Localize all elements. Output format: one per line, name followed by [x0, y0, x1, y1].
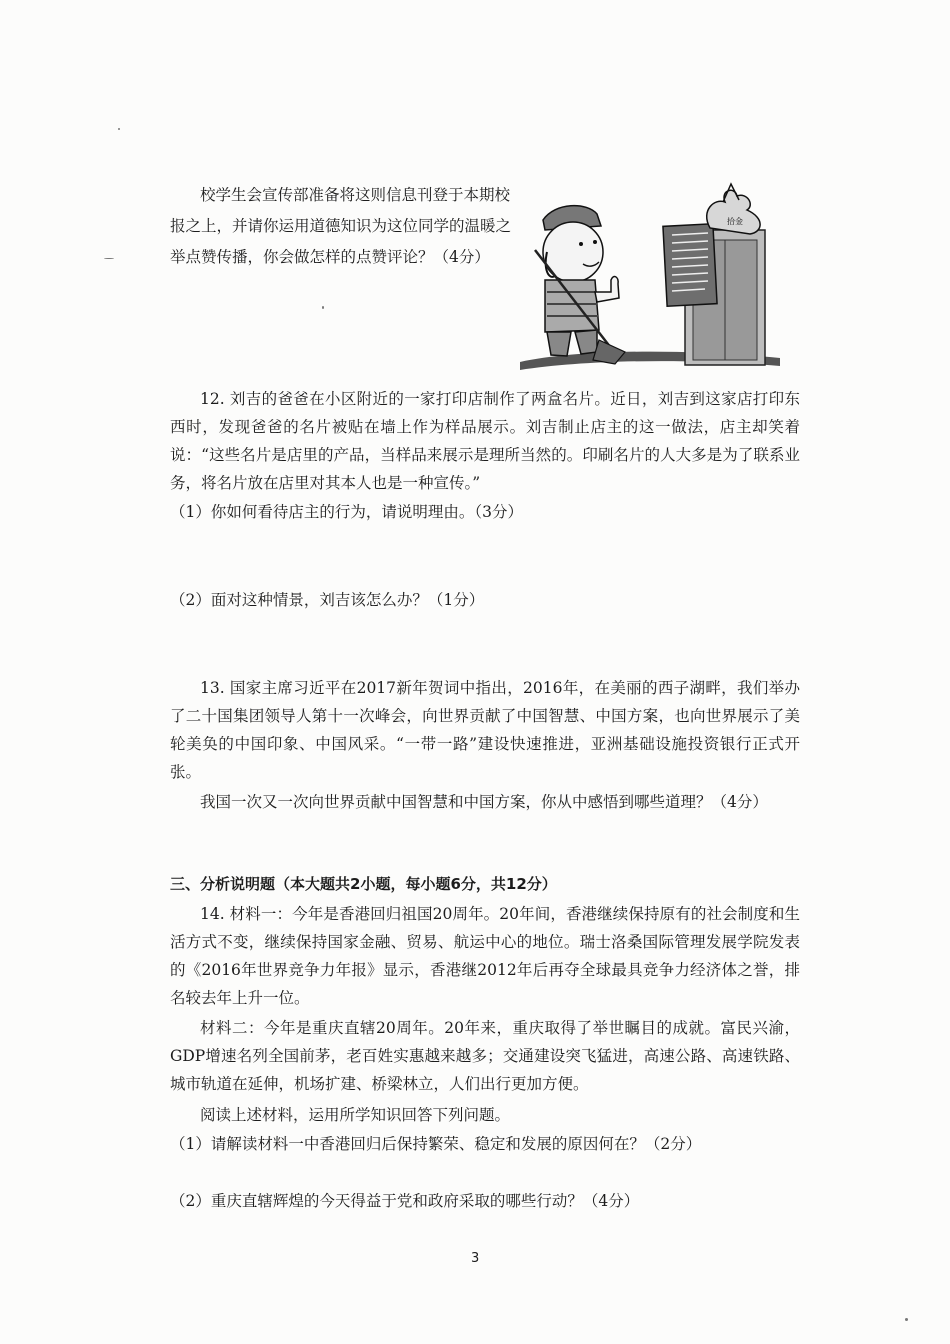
q14-material1: 14. 材料一：今年是香港回归祖国20周年。20年间，香港继续保持原有的社会制度和生活方式不变，继续保持国家金融、贸易、航运中心的地位。瑞士洛桑国际管理发展学院发表的《2016年世界竞争力年报》显示，香港继2012年后再夺全球最具竞争力经济体之誉，排名较去年上升一位。: [170, 905, 800, 1007]
q14-sub2: （2）重庆直辖辉煌的今天得益于党和政府采取的哪些行动？（4分）: [170, 1192, 640, 1210]
q14-instruction: 阅读上述材料，运用所学知识回答下列问题。: [200, 1106, 511, 1124]
cartoon-illustration: [515, 180, 785, 375]
q13-question: 我国一次又一次向世界贡献中国智慧和中国方案，你从中感悟到哪些道理？（4分）: [200, 793, 768, 811]
bag-label: 拾金: [727, 217, 743, 226]
intro-text: 校学生会宣传部准备将这则信息刊登于本期校报之上，并请你运用道德知识为这位同学的温暖之举点赞传播，你会做怎样的点赞评论？（4分）: [170, 186, 512, 266]
q12-sub1: （1）你如何看待店主的行为，请说明理由。（3分）: [170, 503, 523, 521]
scan-speck: [104, 258, 114, 259]
scan-speck: [322, 306, 324, 309]
intro-paragraph: [170, 180, 515, 273]
page-number: 3: [471, 1251, 480, 1266]
q12-sub2: （2）面对这种情景，刘吉该怎么办？（1分）: [170, 591, 485, 609]
q14-sub1: （1）请解读材料一中香港回归后保持繁荣、稳定和发展的原因何在？（2分）: [170, 1135, 702, 1153]
q14-material2: 材料二：今年是重庆直辖20周年。20年来，重庆取得了举世瞩目的成就。富民兴渝，GDP增速名列全国前茅，老百姓实惠越来越多；交通建设突飞猛进，高速公路、高速铁路、城市轨道在延伸，机场扩建、桥梁林立，人们出行更加方便。: [170, 1019, 800, 1093]
q12-material: 12. 刘吉的爸爸在小区附近的一家打印店制作了两盒名片。近日，刘吉到这家店打印东西时，发现爸爸的名片被贴在墙上作为样品展示。刘吉制止店主的这一做法，店主却笑着说：“这些名片是店里的产品，当样品来展示是理所当然的。印刷名片的人大多是为了联系业务，将名片放在店里对其本人也是一种宣传。”: [170, 390, 800, 492]
scan-speck: [905, 1318, 908, 1321]
scan-speck: [118, 128, 120, 130]
student-figure: [535, 206, 625, 364]
q13-material: 13. 国家主席习近平在2017新年贺词中指出，2016年，在美丽的西子湖畔，我们举办了二十国集团领导人第十一次峰会，向世界贡献了中国智慧、中国方案，也向世界展示了美轮美奂的中国印象、中国风采。“一带一路”建设快速推进，亚洲基础设施投资银行正式开张。: [170, 679, 800, 781]
money-bag-icon: [707, 184, 760, 234]
section3-heading: 三、分析说明题（本大题共2小题，每小题6分，共12分）: [170, 875, 557, 893]
notice-board: [663, 224, 765, 365]
